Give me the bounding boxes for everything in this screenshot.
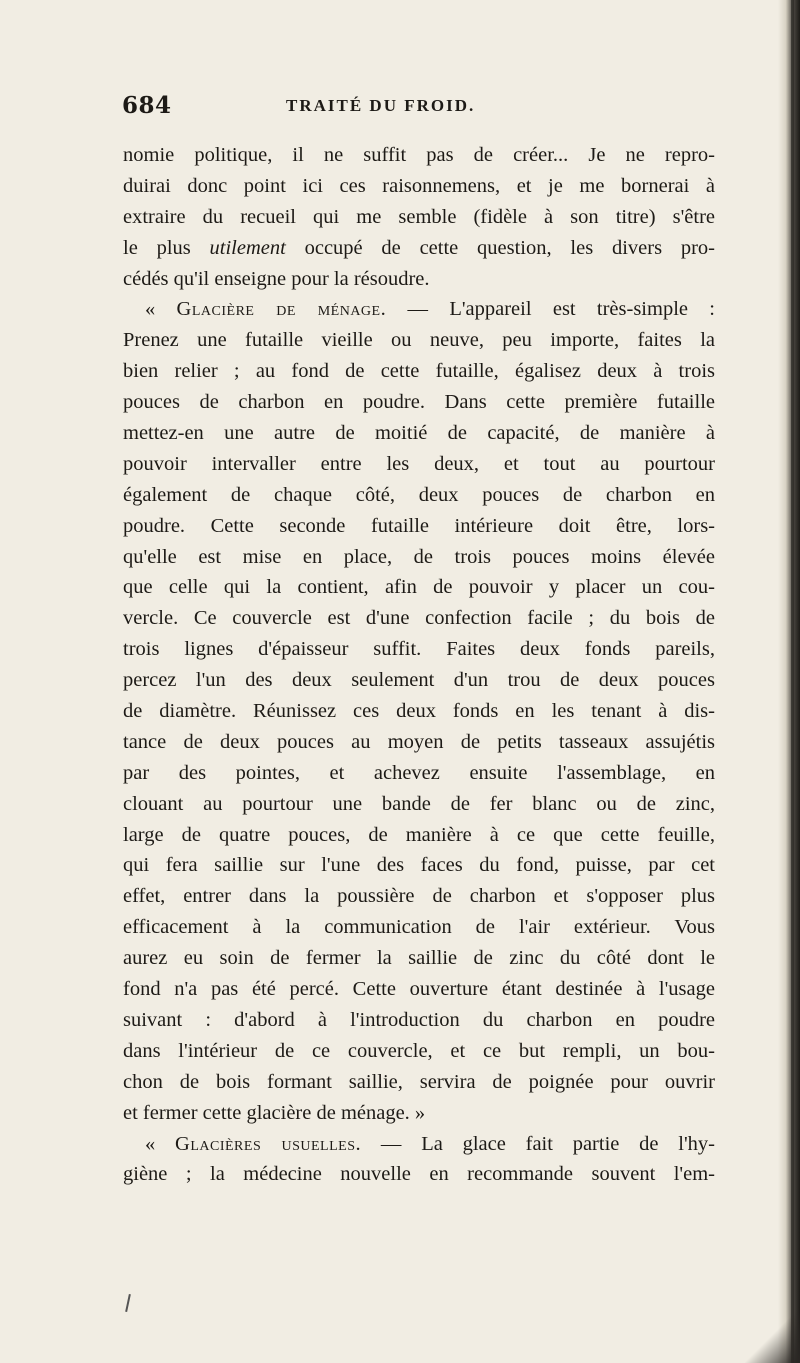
text-line: tance de deux pouces au moyen de petits tasseaux assujétis <box>123 730 715 753</box>
page-number: 684 <box>122 92 172 119</box>
text-line: giène ; la médecine nouvelle en recommande souvent l'em- <box>123 1163 715 1186</box>
section-heading-line: « Glacière de ménage. — L'appareil est très-simple : <box>145 298 715 321</box>
text-line: suivant : d'abord à l'introduction du charbon en poudre <box>123 1008 715 1031</box>
text-line: chon de bois formant saillie, servira de poignée pour ouvrir <box>123 1070 715 1093</box>
text-line: le plus utilement occupé de cette question, les divers pro- <box>123 236 715 259</box>
text-line: clouant au pourtour une bande de fer blanc ou de zinc, <box>123 792 715 815</box>
text-line: nomie politique, il ne suffit pas de créer... Je ne repro- <box>123 144 715 166</box>
ink-mark <box>125 1294 131 1312</box>
text-line: pouces de charbon en poudre. Dans cette première futaille <box>123 391 715 414</box>
text-line: fond n'a pas été percé. Cette ouverture étant destinée à l'usage <box>123 978 715 1001</box>
text-line: Prenez une futaille vieille ou neuve, peu importe, faites la <box>123 329 715 352</box>
page-binding-shadow <box>778 0 800 1363</box>
text-line: de diamètre. Réunissez ces deux fonds en les tenant à dis- <box>123 700 715 723</box>
text-line: bien relier ; au fond de cette futaille, égalisez deux à trois <box>123 360 715 383</box>
text-line: cédés qu'il enseigne pour la résoudre. <box>123 267 430 290</box>
text-line: qu'elle est mise en place, de trois pouces moins élevée <box>123 545 715 568</box>
text-line: qui fera saillie sur l'une des faces du fond, puisse, par cet <box>123 854 715 877</box>
text-line: extraire du recueil qui me semble (fidèle à son titre) s'être <box>123 205 715 228</box>
section-heading-line: « Glacières usuelles. — La glace fait partie de l'hy- <box>145 1132 715 1155</box>
text-line: duirai donc point ici ces raisonnemens, et je me bornerai à <box>123 174 715 197</box>
running-header <box>122 86 722 126</box>
text-line: aurez eu soin de fermer la saillie de zinc du côté dont le <box>123 947 715 970</box>
text-line: vercle. Ce couvercle est d'une confection facile ; du bois de <box>123 607 715 630</box>
text-line: poudre. Cette seconde futaille intérieure doit être, lors- <box>123 514 715 537</box>
text-line: large de quatre pouces, de manière à ce que cette feuille, <box>123 823 715 846</box>
text-line: également de chaque côté, deux pouces de charbon en <box>123 483 715 506</box>
text-line: percez l'un des deux seulement d'un trou de deux pouces <box>123 669 715 692</box>
text-line: par des pointes, et achevez ensuite l'assemblage, en <box>123 761 715 784</box>
body-text <box>123 140 715 1190</box>
text-line: effet, entrer dans la poussière de charbon et s'opposer plus <box>123 885 715 908</box>
page-edge-line <box>791 0 794 1363</box>
page-corner-shadow <box>745 1293 800 1363</box>
text-line: et fermer cette glacière de ménage. » <box>123 1101 426 1124</box>
text-line: trois lignes d'épaisseur suffit. Faites deux fonds pareils, <box>123 638 715 661</box>
text-line: pouvoir intervaller entre les deux, et tout au pourtour <box>123 452 715 475</box>
text-line: efficacement à la communication de l'air extérieur. Vous <box>123 916 715 939</box>
text-line: mettez-en une autre de moitié de capacité, de manière à <box>123 422 715 445</box>
running-title: TRAITÉ DU FROID. <box>286 96 476 115</box>
text-line: dans l'intérieur de ce couvercle, et ce but rempli, un bou- <box>123 1039 715 1062</box>
text-line: que celle qui la contient, afin de pouvoir y placer un cou- <box>123 576 715 599</box>
